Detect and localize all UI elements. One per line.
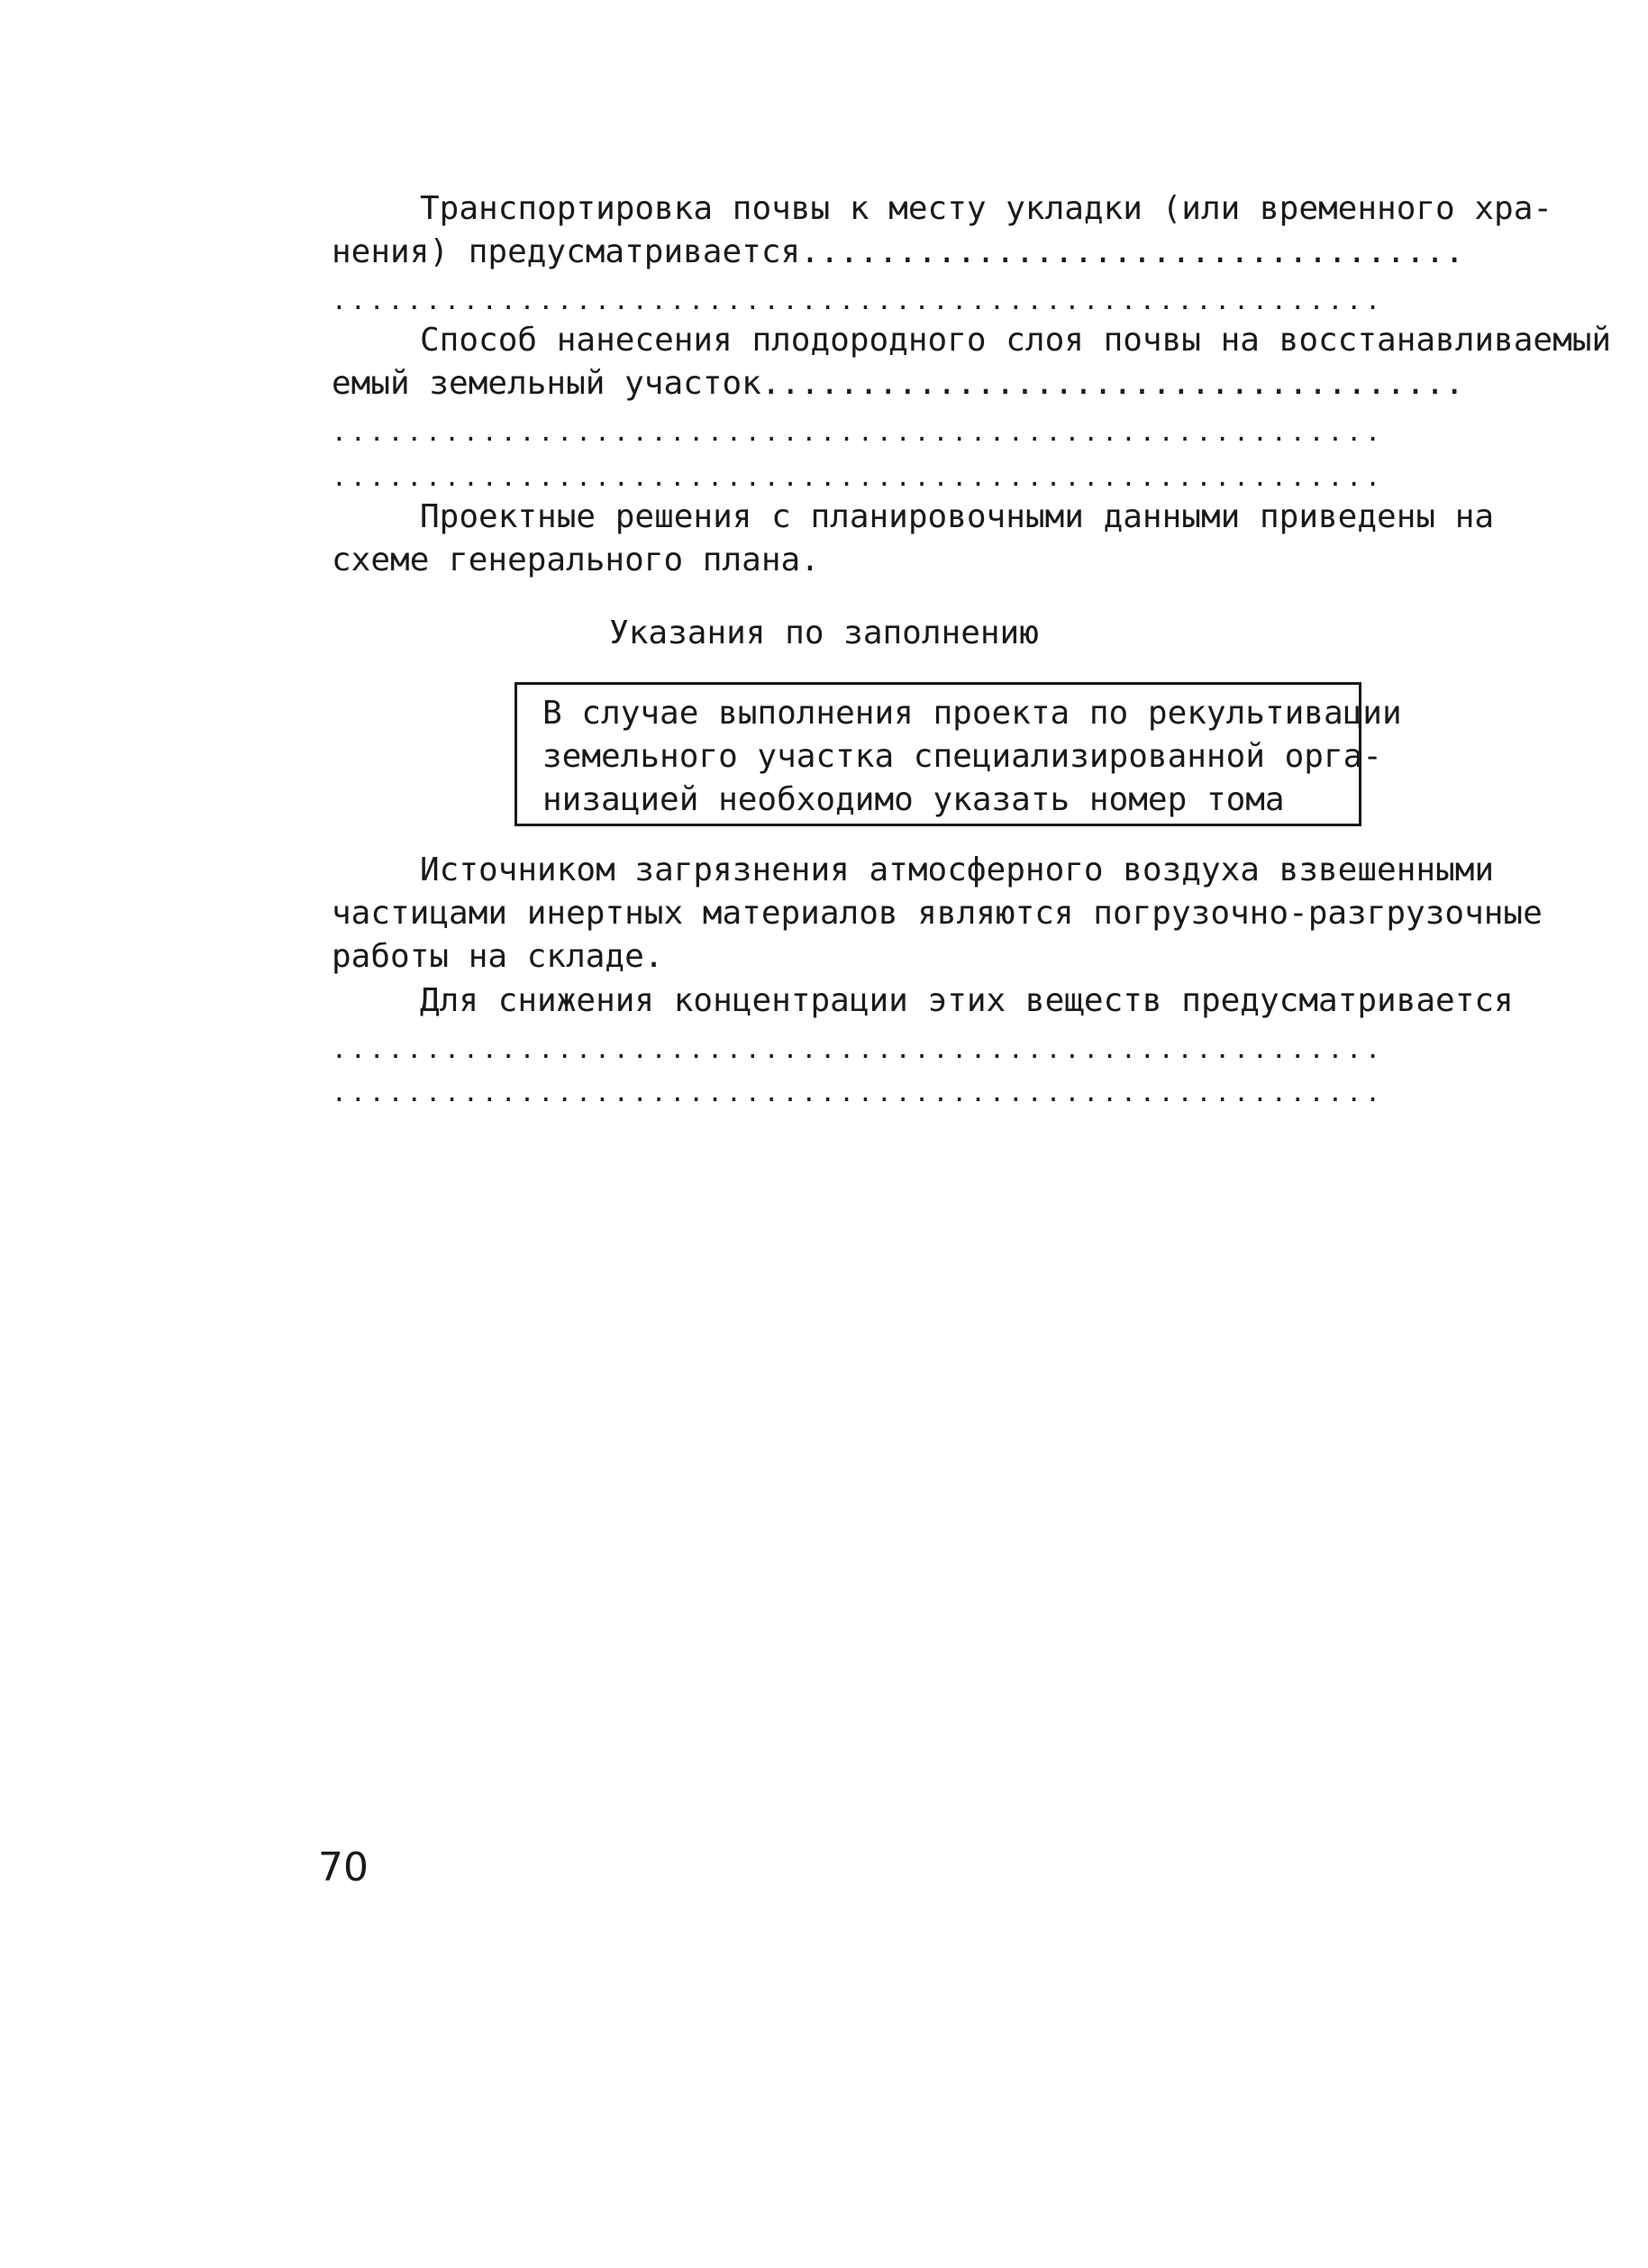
dotted-leader: ....................................	[760, 365, 1465, 402]
source-line-3: работы на складе.	[332, 938, 664, 975]
project-line-1: Проектные решения с планировочными данными приведены на	[420, 498, 1495, 535]
transport-line-1: Транспортировка почвы к месту укладки (или временного хра-	[420, 190, 1553, 227]
method-line-2-text: емый земельный участок	[332, 365, 761, 402]
instructions-box-line-1: В случае выполнения проекта по рекультивации	[542, 695, 1402, 732]
dotted-fill-line: ........................................................	[332, 1034, 1385, 1064]
instructions-box	[514, 682, 1402, 826]
page-number: 70	[318, 1844, 369, 1890]
dotted-fill-line: ........................................................	[332, 462, 1385, 492]
method-line-2	[332, 362, 1467, 405]
dotted-fill-line: ........................................................	[332, 286, 1385, 315]
reduce-line-1: Для снижения концентрации этих веществ предусматривается	[420, 982, 1514, 1019]
dotted-leader: ..................................	[800, 233, 1465, 270]
source-line-1: Источником загрязнения атмосферного воздуха взвешенными	[420, 852, 1495, 888]
instructions-heading: Указания по заполнению	[609, 615, 1039, 651]
source-line-2: частицами инертных материалов являются погрузочно-разгрузочные	[332, 895, 1543, 932]
project-line-2: схеме генерального плана.	[332, 542, 820, 578]
dotted-fill-line: ........................................................	[332, 417, 1385, 447]
instructions-box-line-2: земельного участка специализированной орга-	[542, 738, 1382, 775]
transport-line-2-text: нения) предусматривается	[332, 233, 801, 270]
method-line-1: Способ нанесения плодородного слоя почвы на восстанавливаемый	[420, 322, 1612, 359]
instructions-box-line-3: низацией необходимо указать номер тома	[542, 781, 1285, 818]
transport-line-2	[332, 231, 1467, 274]
dotted-fill-line: ........................................................	[332, 1078, 1385, 1107]
